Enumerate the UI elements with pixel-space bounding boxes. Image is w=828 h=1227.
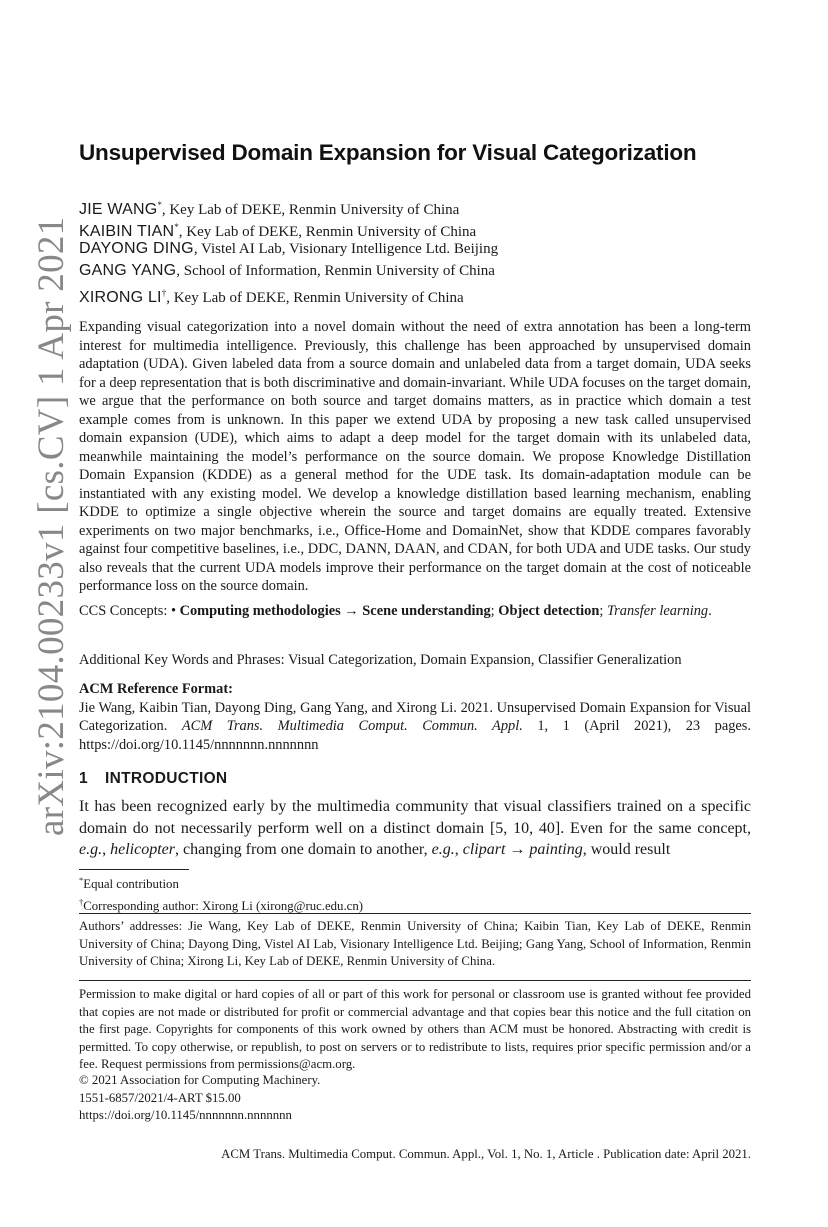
intro-text: It has been recognized early by the multimedia community that visual classifiers trained on a specific domain do not necessarily perform well on a distinct domain [5, 10, 40]. Even for the same concept, [79,798,751,837]
author-line [79,282,751,304]
author-name: DAYONG DING [79,240,194,257]
reference-journal: ACM Trans. Multimedia Comput. Commun. Appl. [181,718,523,734]
author-line [79,194,751,216]
ccs-concept: Transfer learning [606,603,709,619]
author-mark: * [174,222,179,232]
issn: 1551-6857/2021/4-ART $15.00 [79,1090,241,1105]
section-number: 1 [79,770,88,787]
footnote-mark: * [79,875,84,885]
footnote-rule [79,869,189,870]
abstract: Expanding visual categorization into a novel domain without the need of extra annotation has been a long-term interest for multimedia intelligence. Previously, this challenge has been approached by unsupervised domain adaptation (UDA). Given labeled data from a source domain and unlabeled data from a target domain, UDA seeks for a deep representation that is both discriminative and domain-invariant. While UDA focuses on the target domain, we argue that the performance on both source and target domains matters, as in practice which domain a test example comes from is unknown. In this paper we extend UDA by proposing a new task called unsupervised domain expansion (UDE), which aims to adapt a deep model for the target domain with its unlabeled data, meanwhile maintaining the model’s performance on the source domain. We propose Knowledge Distillation Domain Expansion (KDDE) as a general method for the UDE task. Its domain-adaptation module can be instantiated with any existing model. We develop a knowledge distillation based learning mechanism, enabling KDDE to optimize a single objective wherein the source and target domains are equally treated. Extensive experiments on two major benchmarks, i.e., Office-Home and DomainNet, show that KDDE compares favorably against four competitive baselines, i.e., DDC, DANN, DAAN, and CDAN, for both UDA and UDE tasks. Our study also reveals that the current UDA models improve their performance on the target domain at the cost of noticeable performance loss on the source domain. [79,319,751,594]
intro-paragraph [79,796,751,861]
doi-link[interactable]: https://doi.org/10.1145/nnnnnnn.nnnnnnn [79,1108,292,1122]
footnote [79,894,751,916]
copyright: © 2021 Association for Computing Machinery. [79,1073,321,1087]
paper-title: Unsupervised Domain Expansion for Visual Categorization [79,140,697,165]
author-name: KAIBIN TIAN [79,223,175,240]
divider [79,913,751,914]
author-affiliation: , Key Lab of DEKE, Renmin University of China [178,224,477,240]
keywords: Additional Key Words and Phrases: Visual Categorization, Domain Expansion, Classifier Generalization [79,652,682,668]
author-affiliation: , School of Information, Renmin University of China [176,263,495,279]
intro-text: , would result [582,841,671,858]
ccs-concept: Computing methodologies [179,603,341,619]
ccs-concept: Object detection [498,603,600,619]
author-name: JIE WANG [79,201,158,218]
footnote-text: Equal contribution [83,877,179,891]
ccs-label: CCS Concepts: • [79,603,180,619]
acm-reference [79,680,751,754]
section-heading [79,770,751,788]
intro-italic: helicopter [110,841,175,858]
reference-text: Jie Wang, Kaibin Tian, Dayong Ding, Gang Yang, and Xirong Li. 2021. Unsupervised Domain Expansion for Visual Categorization. [79,699,751,734]
author-line [79,238,751,260]
intro-text: , [454,841,463,858]
page-footer: ACM Trans. Multimedia Comput. Commun. Appl., Vol. 1, No. 1, Article . Publication date: April 2021. [221,1147,751,1161]
author-mark: † [161,288,167,298]
ccs-concepts [79,602,751,621]
authors-addresses: Authors’ addresses: Jie Wang, Key Lab of DEKE, Renmin University of China; Kaibin Tian, Key Lab of DEKE, Renmin University of China; Dayong Ding, Vistel AI Lab, Visionary Intelligence Ltd. Beijing; Gang Yang, School of Information, Renmin University of China; Xirong Li, Key Lab of DEKE, Renmin University of China. [79,919,751,968]
author-name: GANG YANG [79,262,177,279]
intro-text: , [102,841,111,858]
ccs-concept: Scene understanding [362,603,491,619]
footnote-text: Corresponding author: Xirong Li (xirong@ruc.edu.cn) [83,898,363,913]
author-affiliation: , Key Lab of DEKE, Renmin University of China [161,202,460,218]
ccs-separator: ; [599,603,607,619]
reference-heading: ACM Reference Format: [79,681,233,697]
author-mark: * [157,200,162,210]
author-line [79,216,751,238]
intro-text: , changing from one domain to another, [174,841,432,858]
author-name: XIRONG LI [79,289,162,306]
author-list [79,194,751,304]
ccs-end: . [708,603,712,619]
copyright-block [79,1072,751,1125]
footnotes [79,872,751,915]
permission-notice: Permission to make digital or hard copies of all or part of this work for personal or classroom use is granted without fee provided that copies are not made or distributed for profit or commercial advantage and that copies bear this notice and the full citation on the first page. Copyrights for components of this work owned by others than ACM must be honored. Abstracting with credit is permitted. To copy otherwise, or republish, to post on servers or to redistribute to lists, requires prior specific permission and/or a fee. Request permissions from permissions@acm.org. [79,987,751,1071]
footnote-mark: † [79,896,84,907]
author-affiliation: , Key Lab of DEKE, Renmin University of China [166,290,464,306]
footnote [79,872,751,894]
reference-text: 1, 1 (April 2021), 23 pages. https://doi.org/10.1145/nnnnnnn.nnnnnnn [79,718,751,753]
ccs-separator: ; [490,603,499,619]
intro-italic: e.g. [431,841,455,858]
arxiv-side-stamp: arXiv:2104.00233v1 [cs.CV] 1 Apr 2021 [31,216,72,836]
divider [79,980,751,981]
author-line [79,260,751,282]
intro-italic: e.g. [79,841,103,858]
ccs-arrow: → [340,603,363,619]
section-title: INTRODUCTION [105,770,228,787]
author-affiliation: , Vistel AI Lab, Visionary Intelligence Ltd. Beijing [193,241,499,257]
intro-italic: clipart → painting [462,841,583,858]
